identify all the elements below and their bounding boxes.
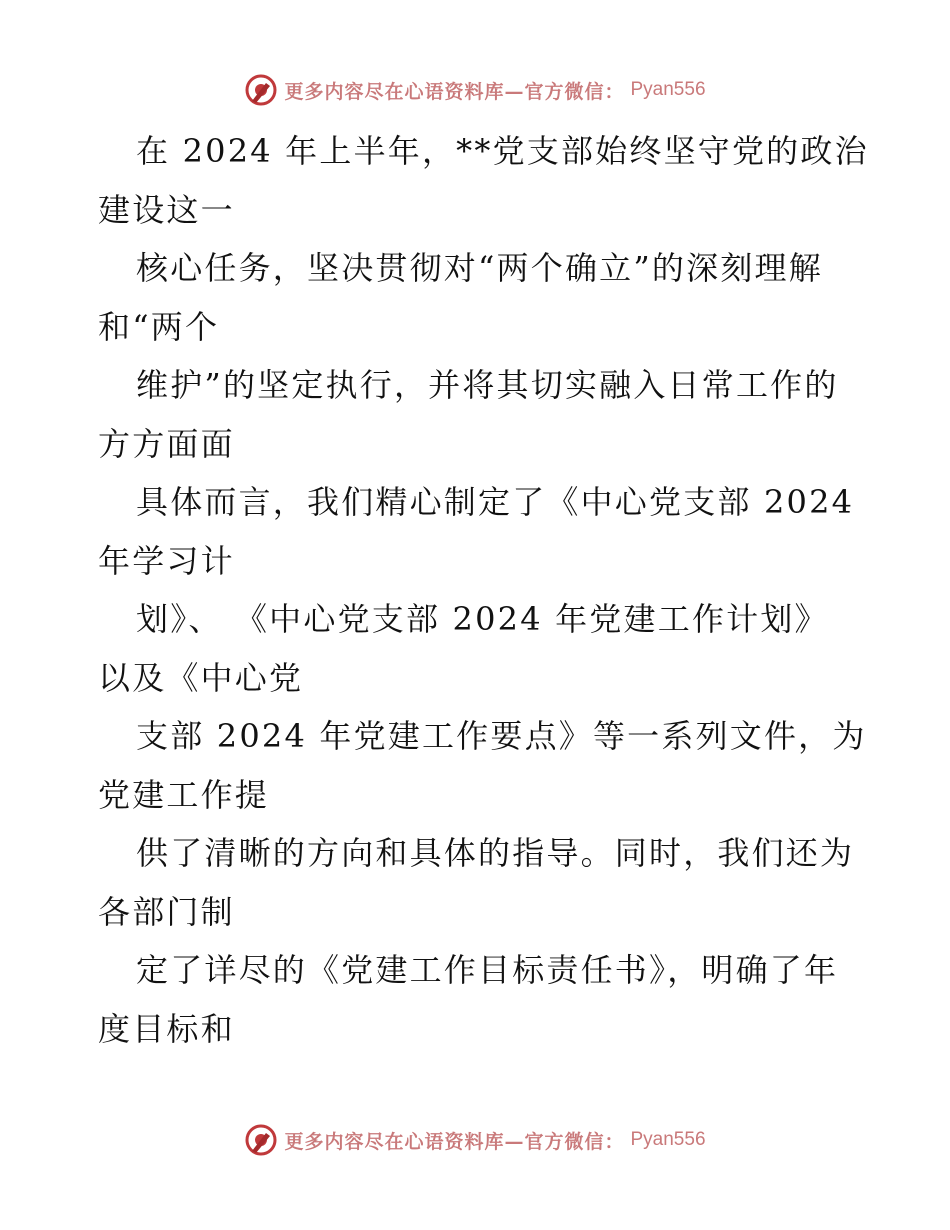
text-line: 党建工作提 <box>98 775 270 814</box>
watermark-wechat-id: Pyan556 <box>630 79 706 100</box>
text-line: 以及《中心党 <box>98 658 304 697</box>
text-line: 各部门制 <box>98 892 235 931</box>
text-line: 具体而言，我们精心制定了《中心党支部 2024 <box>136 483 855 521</box>
pen-logo-icon <box>244 1123 278 1157</box>
text-line: 划》、 《中心党支部 2024 年党建工作计划》 <box>136 600 829 638</box>
text-line: 定了详尽的《党建工作目标责任书》，明确了年 <box>136 951 839 989</box>
watermark-text: 更多内容尽在心语资料库—官方微信： <box>284 1130 625 1153</box>
text-line: 方方面面 <box>98 424 235 463</box>
text-line: 年学习计 <box>98 541 235 580</box>
text-line: 建设这一 <box>98 190 235 229</box>
watermark-header <box>0 70 950 110</box>
watermark-text: 更多内容尽在心语资料库—官方微信： <box>284 80 625 103</box>
text-line: 供了清晰的方向和具体的指导。同时，我们还为 <box>136 834 855 872</box>
watermark-wechat-id: Pyan556 <box>630 1129 706 1150</box>
pen-logo-icon <box>244 73 278 107</box>
text-line: 在 2024 年上半年，**党支部始终坚守党的政治 <box>136 132 869 170</box>
text-line: 核心任务，坚决贯彻对“两个确立”的深刻理解 <box>136 249 823 287</box>
text-line: 和“两个 <box>98 307 220 346</box>
text-line: 度目标和 <box>98 1009 235 1048</box>
watermark-footer <box>0 1120 950 1160</box>
text-line: 维护”的坚定执行，并将其切实融入日常工作的 <box>136 366 839 404</box>
document-body <box>98 122 869 1058</box>
text-line: 支部 2024 年党建工作要点》等一系列文件，为 <box>136 717 867 755</box>
